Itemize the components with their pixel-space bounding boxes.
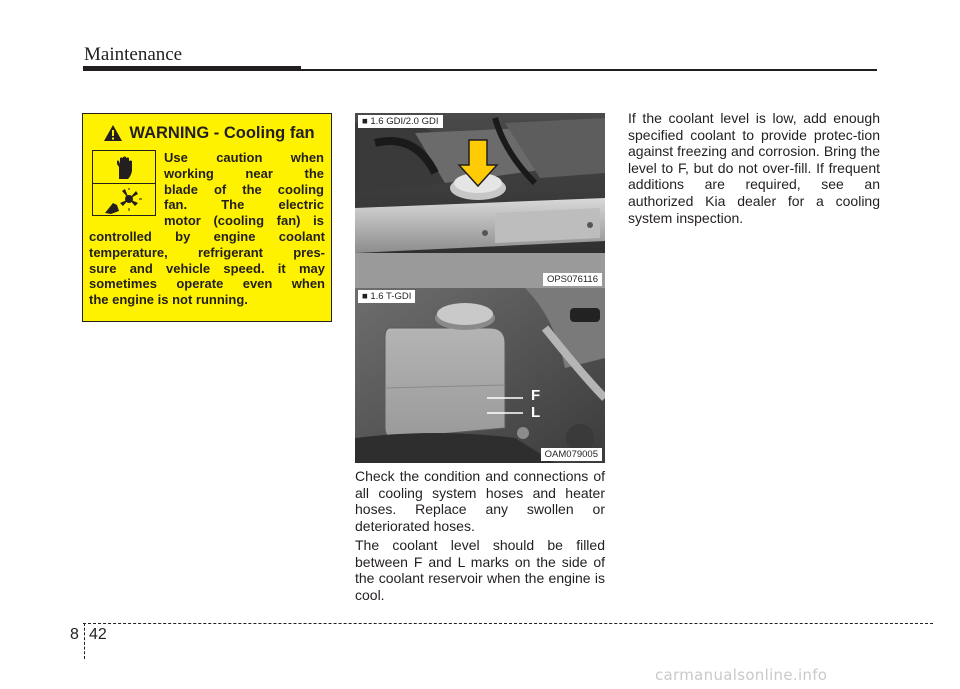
low-mark-label: L — [531, 404, 541, 421]
coolant-reservoir-illustration — [355, 288, 605, 463]
warning-title-strong: WARNING — [129, 123, 210, 142]
low-coolant-paragraph — [628, 110, 880, 226]
photo-label: ■ 1.6 GDI/2.0 GDI — [358, 115, 443, 128]
engine-photo-tgdi — [355, 288, 605, 463]
full-mark-label: F — [531, 387, 541, 404]
hand-stop-icon — [111, 155, 137, 181]
warning-line: fan. The electric — [164, 197, 324, 213]
paragraph: The coolant level should be filled between F and L marks on the side of the coolant reservoir when the engine is cool. — [355, 537, 605, 603]
photo-code: OAM079005 — [541, 448, 602, 461]
hose-check-paragraph — [355, 468, 605, 534]
photo-code: OPS076116 — [543, 273, 602, 286]
paragraph: Check the condition and connections of all cooling system hoses and heater hoses. Replace any swollen or deteriorated hoses. — [355, 468, 605, 534]
paragraph: If the coolant level is low, add enough specified coolant to provide protec-tion against freezing and corrosion. Bring the level to F, but do not over-fill. If frequent additions are required, see an authorized Kia dealer for a cooling system inspection. — [628, 110, 880, 226]
warning-text-top — [164, 150, 324, 229]
warning-line: motor (cooling fan) is — [164, 213, 324, 229]
warning-line: sometimes operate even when — [89, 276, 325, 292]
warning-title — [95, 121, 323, 145]
fan-hazard-icon — [103, 187, 147, 215]
warning-line: working near the — [164, 165, 324, 181]
page-number: 42 — [89, 626, 107, 643]
warning-text-bottom — [89, 229, 325, 308]
footer-rule — [83, 623, 933, 624]
warning-line: temperature, refrigerant pres- — [89, 244, 325, 260]
warning-pictogram-panel — [92, 150, 156, 216]
watermark: carmanualsonline.info — [655, 666, 828, 684]
warning-line: controlled by engine coolant — [89, 229, 325, 244]
page-header-title: Maintenance — [84, 44, 183, 65]
warning-line: the engine is not running. — [89, 292, 248, 308]
footer-divider — [84, 623, 85, 659]
warning-box — [82, 113, 332, 322]
warning-line: blade of the cooling — [164, 181, 324, 197]
warning-line: sure and vehicle speed. it may — [89, 260, 325, 276]
engine-photo-gdi — [355, 113, 605, 288]
warning-triangle-icon — [103, 124, 123, 142]
header-rule-thin — [300, 69, 877, 71]
header-rule-thick — [83, 66, 301, 71]
warning-line: Use caution when — [164, 150, 324, 165]
chapter-number: 8 — [70, 626, 79, 643]
pictogram-divider — [93, 183, 155, 184]
coolant-level-paragraph — [355, 537, 605, 603]
photo-label: ■ 1.6 T-GDI — [358, 290, 415, 303]
engine-bay-illustration — [355, 113, 605, 288]
warning-title-rest: - Cooling fan — [209, 123, 315, 142]
